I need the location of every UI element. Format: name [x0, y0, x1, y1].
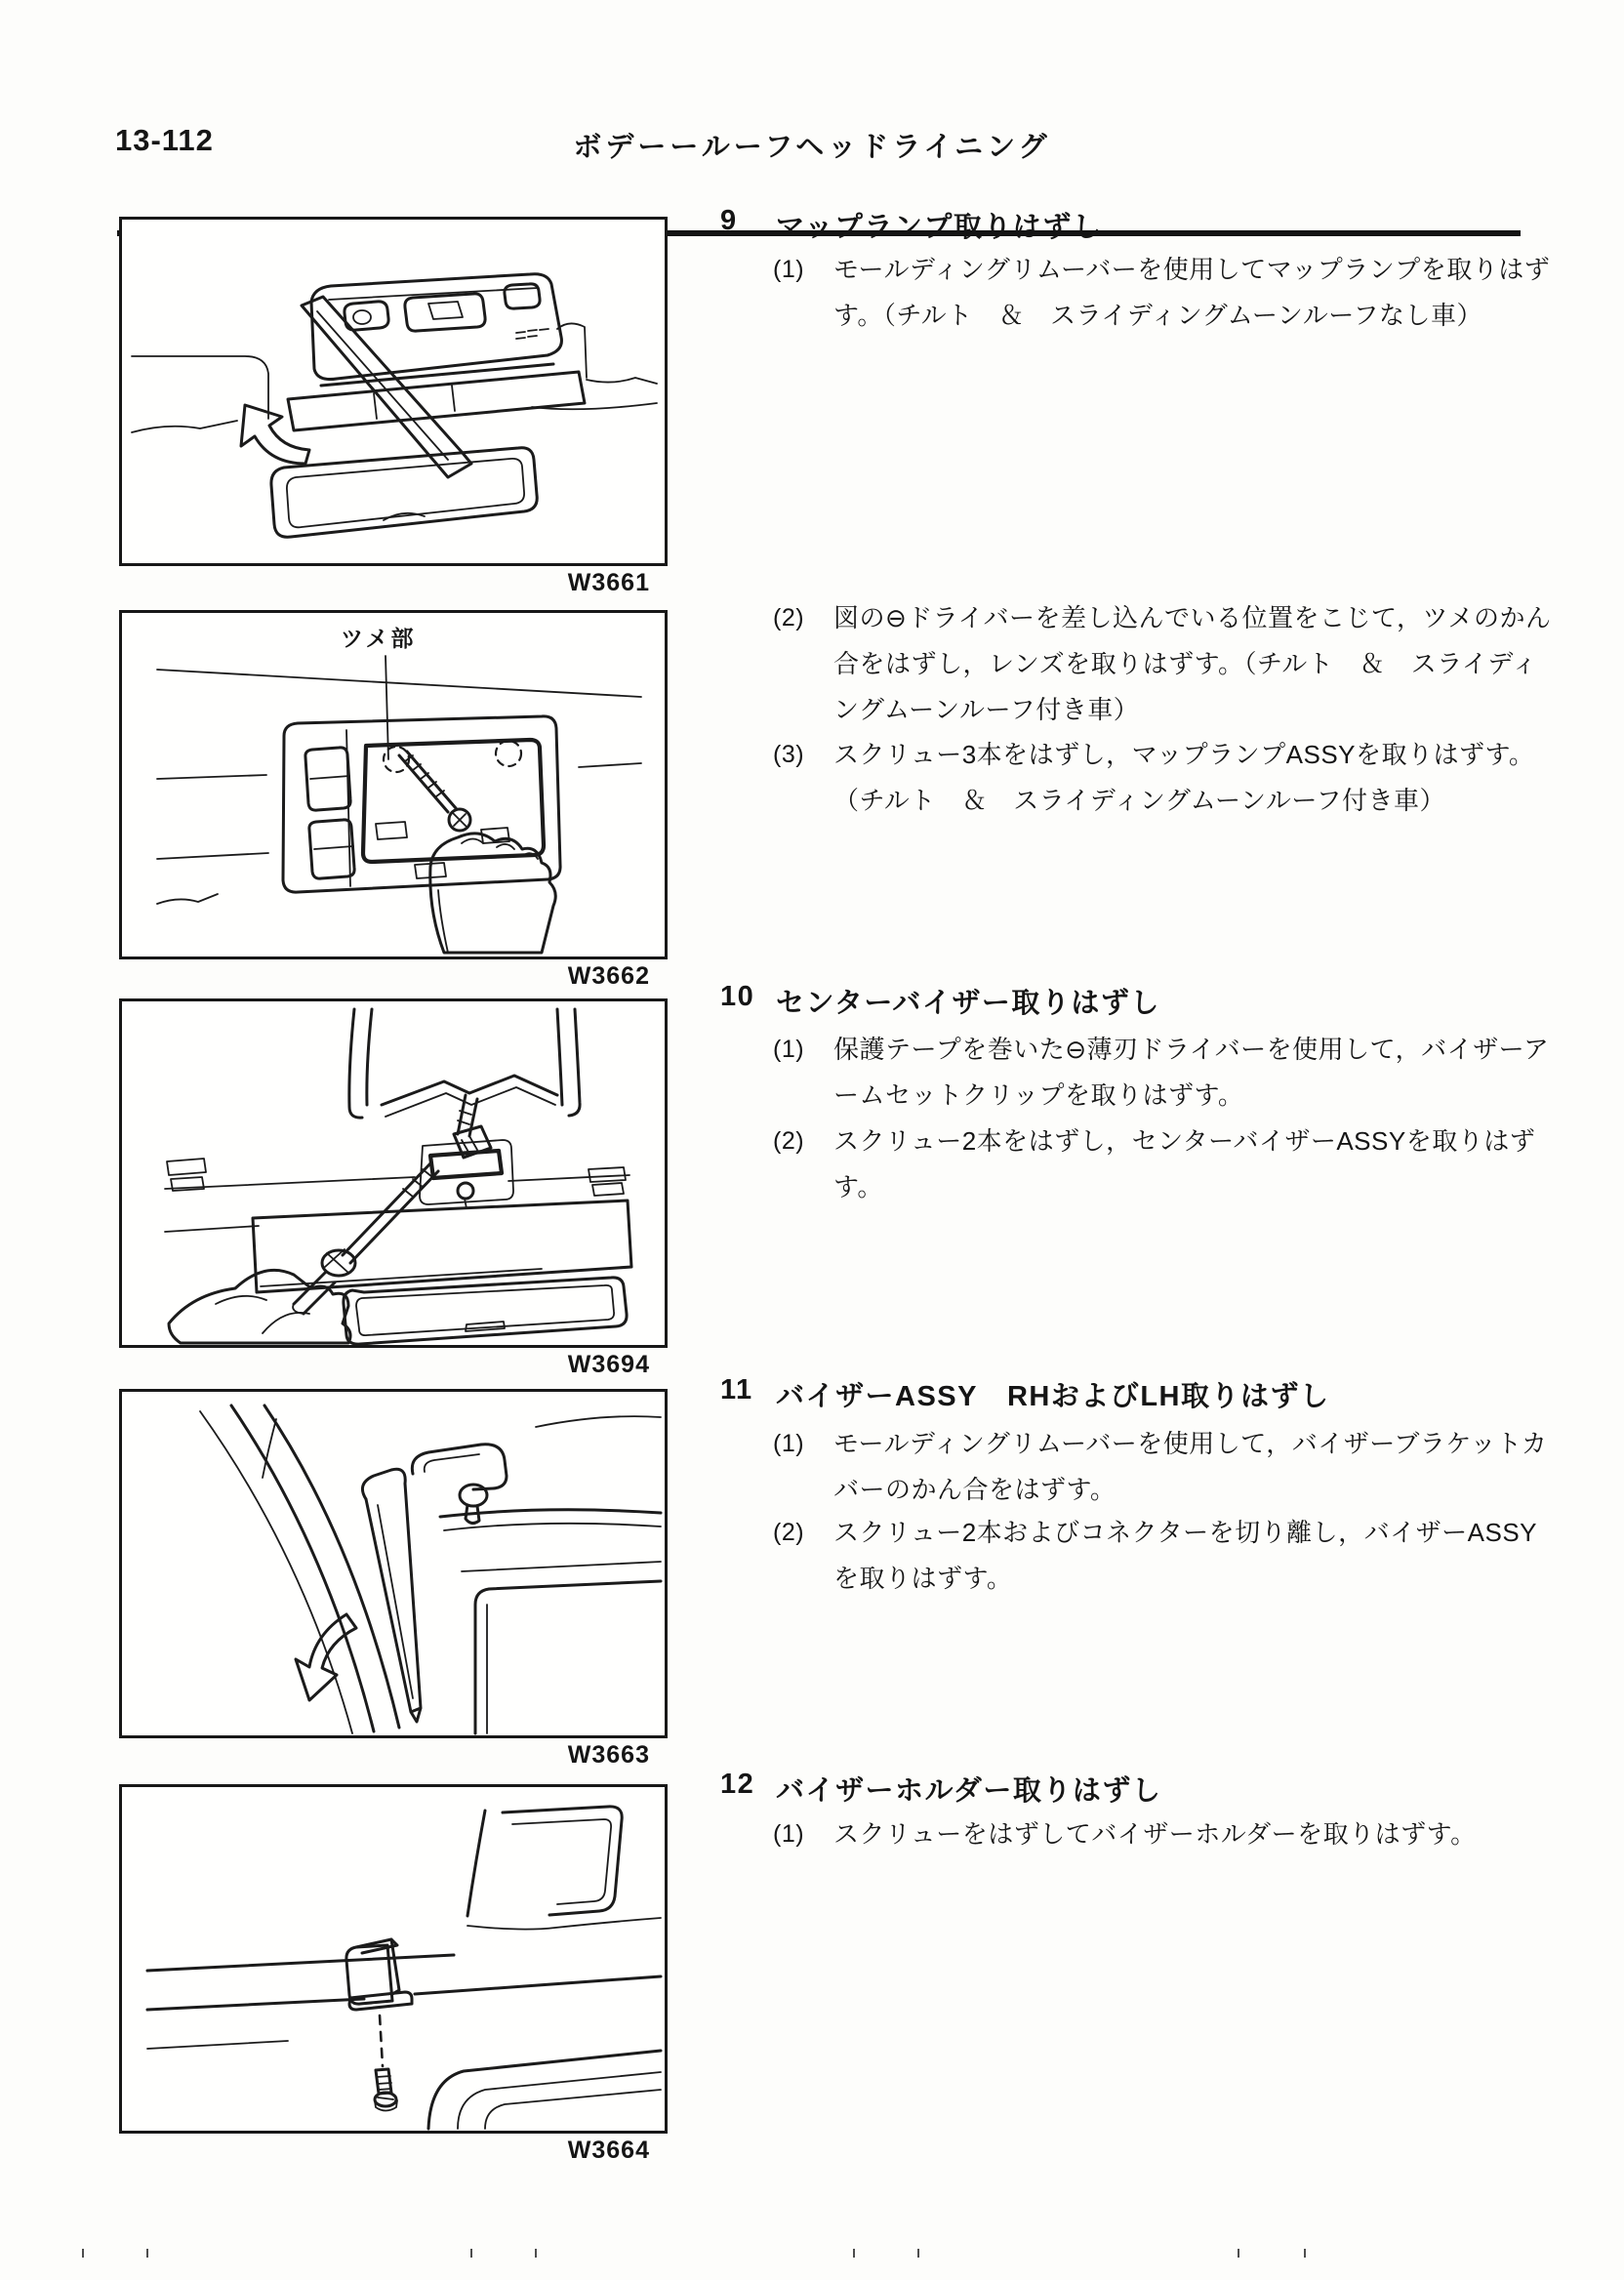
registration-tick — [1304, 2249, 1306, 2258]
rear-view-mirror — [271, 448, 537, 537]
figure-frame — [119, 610, 668, 959]
registration-tick — [470, 2249, 472, 2258]
molding-remover-tool — [362, 1469, 421, 1722]
section-title: センターバイザー取りはずし — [776, 988, 1160, 1019]
step-line: スクリューをはずしてバイザーホルダーを取りはずす。 — [833, 1819, 1477, 1849]
step-marker: (2) — [773, 1127, 805, 1155]
section-9-heading — [720, 205, 1102, 245]
figure-callout-tab: ツメ部 — [341, 626, 417, 651]
section-number: 11 — [720, 1374, 753, 1405]
visor-bracket-cover-illustration — [122, 1392, 665, 1735]
step-line: バーのかん合をはずす。 — [833, 1475, 1116, 1504]
procedure-step — [773, 1421, 1547, 1513]
step-line: ングムーンルーフ付き車） — [833, 695, 1140, 724]
figure-code: W3661 — [567, 569, 650, 596]
figure-map-lamp-lens-prying — [119, 610, 668, 991]
step-line: モールディングリムーバーを使用してマップランプを取りはず — [833, 255, 1551, 284]
hand — [169, 1270, 350, 1343]
registration-tick — [917, 2249, 919, 2258]
page-title: ボデーールーフヘッドライニング — [573, 132, 1051, 163]
section-11-heading — [720, 1374, 1330, 1414]
screwdriver — [399, 752, 470, 831]
registration-tick — [1238, 2249, 1239, 2258]
procedure-step — [773, 732, 1534, 824]
procedure-step — [773, 595, 1551, 733]
figure-code: W3694 — [567, 1351, 650, 1378]
step-marker: (3) — [773, 741, 805, 768]
step-line: スクリュー2本およびコネクターを切り離し，バイザーASSY — [833, 1518, 1538, 1547]
hand — [430, 834, 555, 953]
figure-frame — [119, 217, 668, 566]
section-number: 9 — [720, 205, 738, 236]
step-marker: (1) — [773, 256, 805, 283]
step-line: スクリュー2本をはずし，センターバイザーASSYを取りはず — [833, 1126, 1536, 1156]
step-line: 合をはずし，レンズを取りはずす。（チルト ＆ スライディ — [833, 649, 1538, 678]
screw-axis-dashed-line — [380, 2015, 383, 2066]
procedure-step — [773, 247, 1550, 339]
headliner-lines — [157, 670, 641, 904]
step-line: モールディングリムーバーを使用して，バイザーブラケットカ — [833, 1429, 1548, 1458]
figure-map-lamp-removal — [119, 217, 668, 597]
visor-holder-illustration — [122, 1787, 665, 2131]
section-10-heading — [720, 981, 1160, 1021]
step-marker: (2) — [773, 604, 805, 631]
roof-lines — [147, 1955, 661, 2049]
step-line: す。（チルト ＆ スライディングムーンルーフなし車） — [833, 301, 1482, 330]
step-line: す。 — [833, 1172, 883, 1201]
procedure-step — [773, 1812, 1477, 1857]
step-line: （チルト ＆ スライディングムーンルーフ付き車） — [833, 786, 1446, 815]
step-line: 図の⊖ドライバーを差し込んでいる位置をこじて，ツメのかん — [833, 603, 1552, 632]
registration-tick — [535, 2249, 537, 2258]
figure-frame — [119, 1389, 668, 1738]
rear-view-mirror — [344, 1278, 627, 1344]
rear-quarter-window — [428, 2051, 661, 2129]
step-line: ームセットクリップを取りはずす。 — [833, 1080, 1244, 1110]
step-line: スクリュー3本をはずし，マップランプASSYを取りはずす。 — [833, 740, 1535, 769]
figure-frame — [119, 1784, 668, 2134]
step-marker: (1) — [773, 1036, 805, 1063]
pry-direction-arrow-icon — [296, 1614, 356, 1700]
screw — [375, 2069, 397, 2111]
figure-frame — [119, 998, 668, 1348]
registration-tick — [82, 2249, 84, 2258]
figure-visor-bracket-cover — [119, 1389, 668, 1770]
procedure-step — [773, 1510, 1537, 1602]
quarter-window — [467, 1807, 661, 1930]
section-title: バイザーホルダー取りはずし — [776, 1775, 1162, 1807]
procedure-step — [773, 1119, 1535, 1210]
step-marker: (1) — [773, 1820, 805, 1848]
step-line: を取りはずす。 — [833, 1564, 1013, 1593]
step-line: 保護テープを巻いた⊖薄刃ドライバーを使用して，バイザーア — [833, 1035, 1550, 1064]
section-number: 12 — [720, 1769, 755, 1800]
map-lamp-removal-illustration — [122, 220, 665, 563]
registration-tick — [146, 2249, 148, 2258]
map-lamp-lens-illustration — [122, 613, 665, 957]
procedure-step — [773, 1027, 1549, 1119]
pry-direction-arrow-icon — [241, 405, 309, 464]
figure-visor-holder-screw — [119, 1784, 668, 2165]
overhead-console — [288, 274, 585, 430]
registration-tick — [853, 2249, 855, 2258]
section-title: バイザーASSY RHおよびLH取りはずし — [776, 1381, 1330, 1412]
step-marker: (1) — [773, 1430, 805, 1457]
section-number: 10 — [720, 981, 755, 1012]
figure-code: W3663 — [567, 1741, 650, 1769]
headliner-lines — [165, 1159, 629, 1232]
section-title: マップランプ取りはずし — [776, 212, 1103, 243]
step-marker: (2) — [773, 1519, 805, 1546]
section-12-heading — [720, 1769, 1161, 1809]
overhead-console — [283, 716, 560, 892]
center-visor-clip-illustration — [122, 1001, 665, 1345]
figure-code: W3662 — [567, 962, 650, 990]
figure-code: W3664 — [567, 2137, 650, 2164]
page-number: 13-112 — [115, 123, 214, 157]
figure-center-visor-clip — [119, 998, 668, 1379]
tab-location-dashed-circle — [496, 741, 521, 766]
a-pillar — [200, 1405, 399, 1733]
roof-lines — [440, 1416, 661, 1733]
